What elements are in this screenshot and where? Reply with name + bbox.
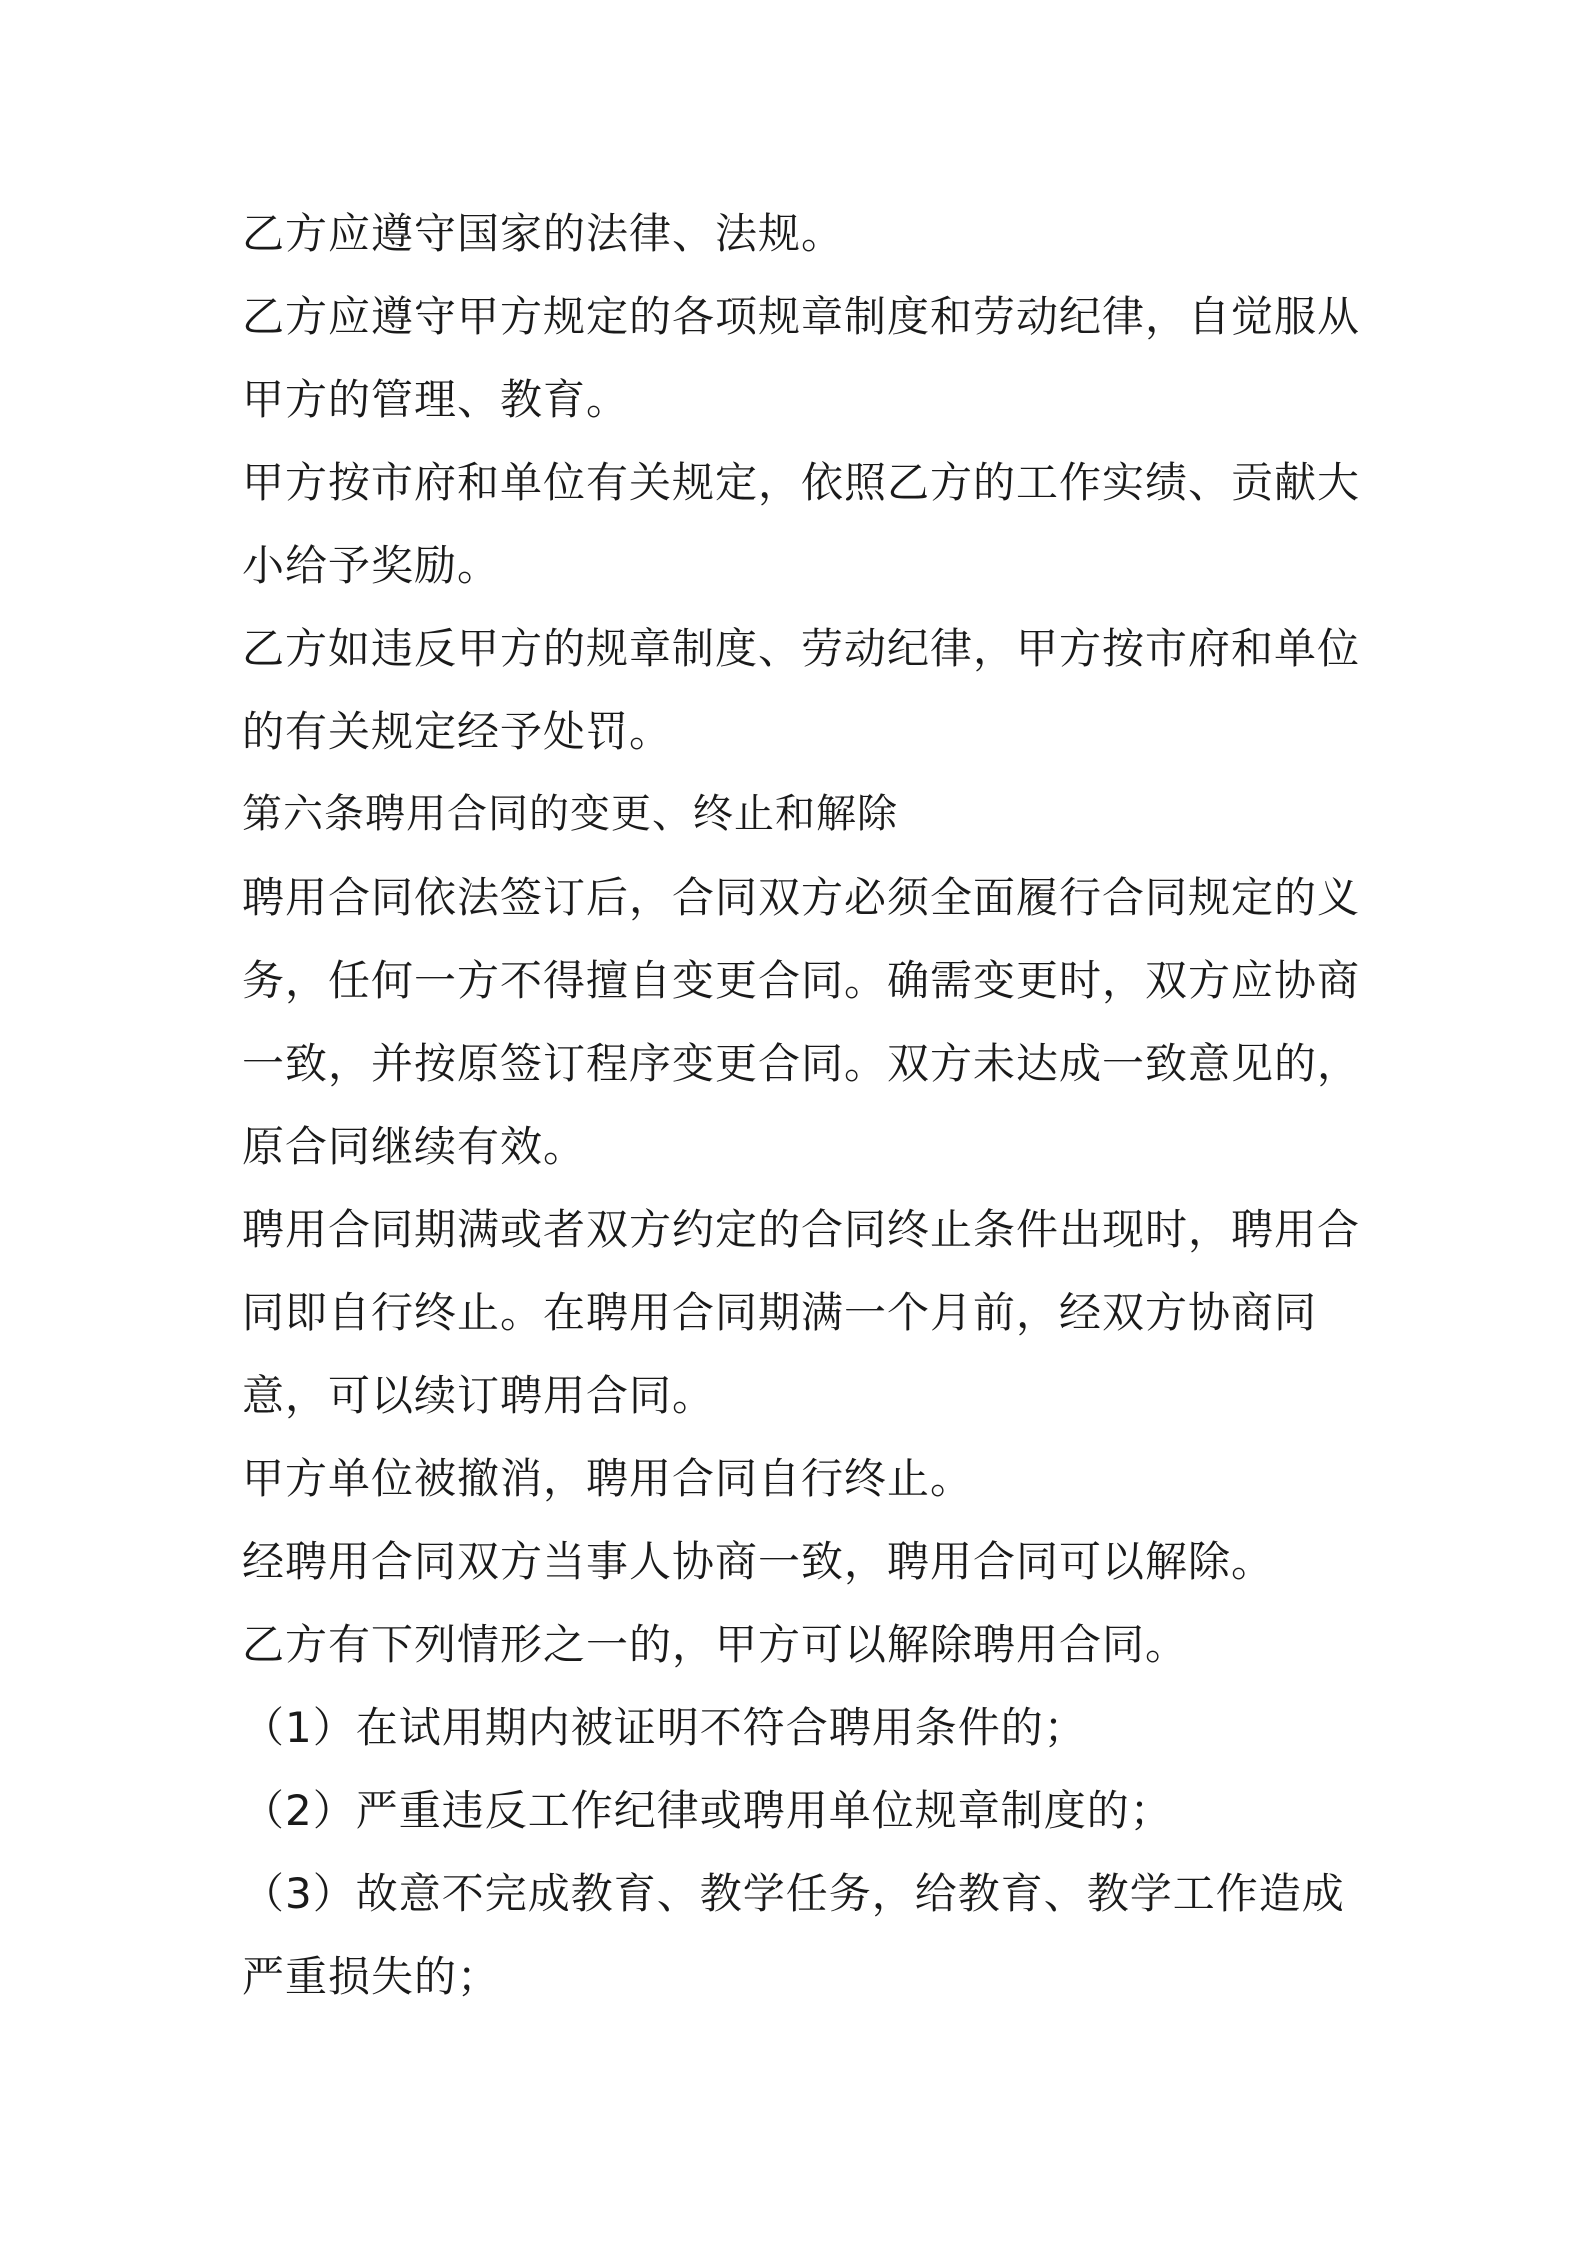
list-item-1: （1）在试用期内被证明不符合聘用条件的；	[242, 1703, 1087, 1752]
document-body	[242, 192, 1362, 2018]
paragraph-contract-change: 聘用合同依法签订后，合同双方必须全面履行合同规定的义务，任何一方不得擅自变更合同。确需变更时，双方应协商一致，并按原签订程序变更合同。双方未达成一致意见的，原合同继续有效。	[242, 873, 1361, 1171]
paragraph-penalties: 乙方如违反甲方的规章制度、劳动纪律，甲方按市府和单位的有关规定经予处罚。	[242, 624, 1361, 756]
paragraph-obey-rules: 乙方应遵守甲方规定的各项规章制度和劳动纪律，自觉服从甲方的管理、教育。	[242, 292, 1361, 424]
paragraph-contract-expiry: 聘用合同期满或者双方约定的合同终止条件出现时，聘用合同即自行终止。在聘用合同期满一个月前，经双方协商同意，可以续订聘用合同。	[242, 1205, 1361, 1420]
paragraph-rewards: 甲方按市府和单位有关规定，依照乙方的工作实绩、贡献大小给予奖励。	[242, 458, 1361, 590]
section-heading-article-six: 第六条聘用合同的变更、终止和解除	[242, 791, 898, 837]
paragraph-obey-national-law: 乙方应遵守国家的法律、法规。	[242, 209, 845, 258]
paragraph-unit-revoked: 甲方单位被撤消，聘用合同自行终止。	[242, 1454, 974, 1503]
paragraph-termination-conditions: 乙方有下列情形之一的，甲方可以解除聘用合同。	[242, 1620, 1189, 1669]
list-item-3: （3）故意不完成教育、教学任务，给教育、教学工作造成严重损失的；	[242, 1869, 1345, 2001]
list-item-2: （2）严重违反工作纪律或聘用单位规章制度的；	[242, 1786, 1173, 1835]
paragraph-mutual-termination: 经聘用合同双方当事人协商一致，聘用合同可以解除。	[242, 1537, 1275, 1586]
